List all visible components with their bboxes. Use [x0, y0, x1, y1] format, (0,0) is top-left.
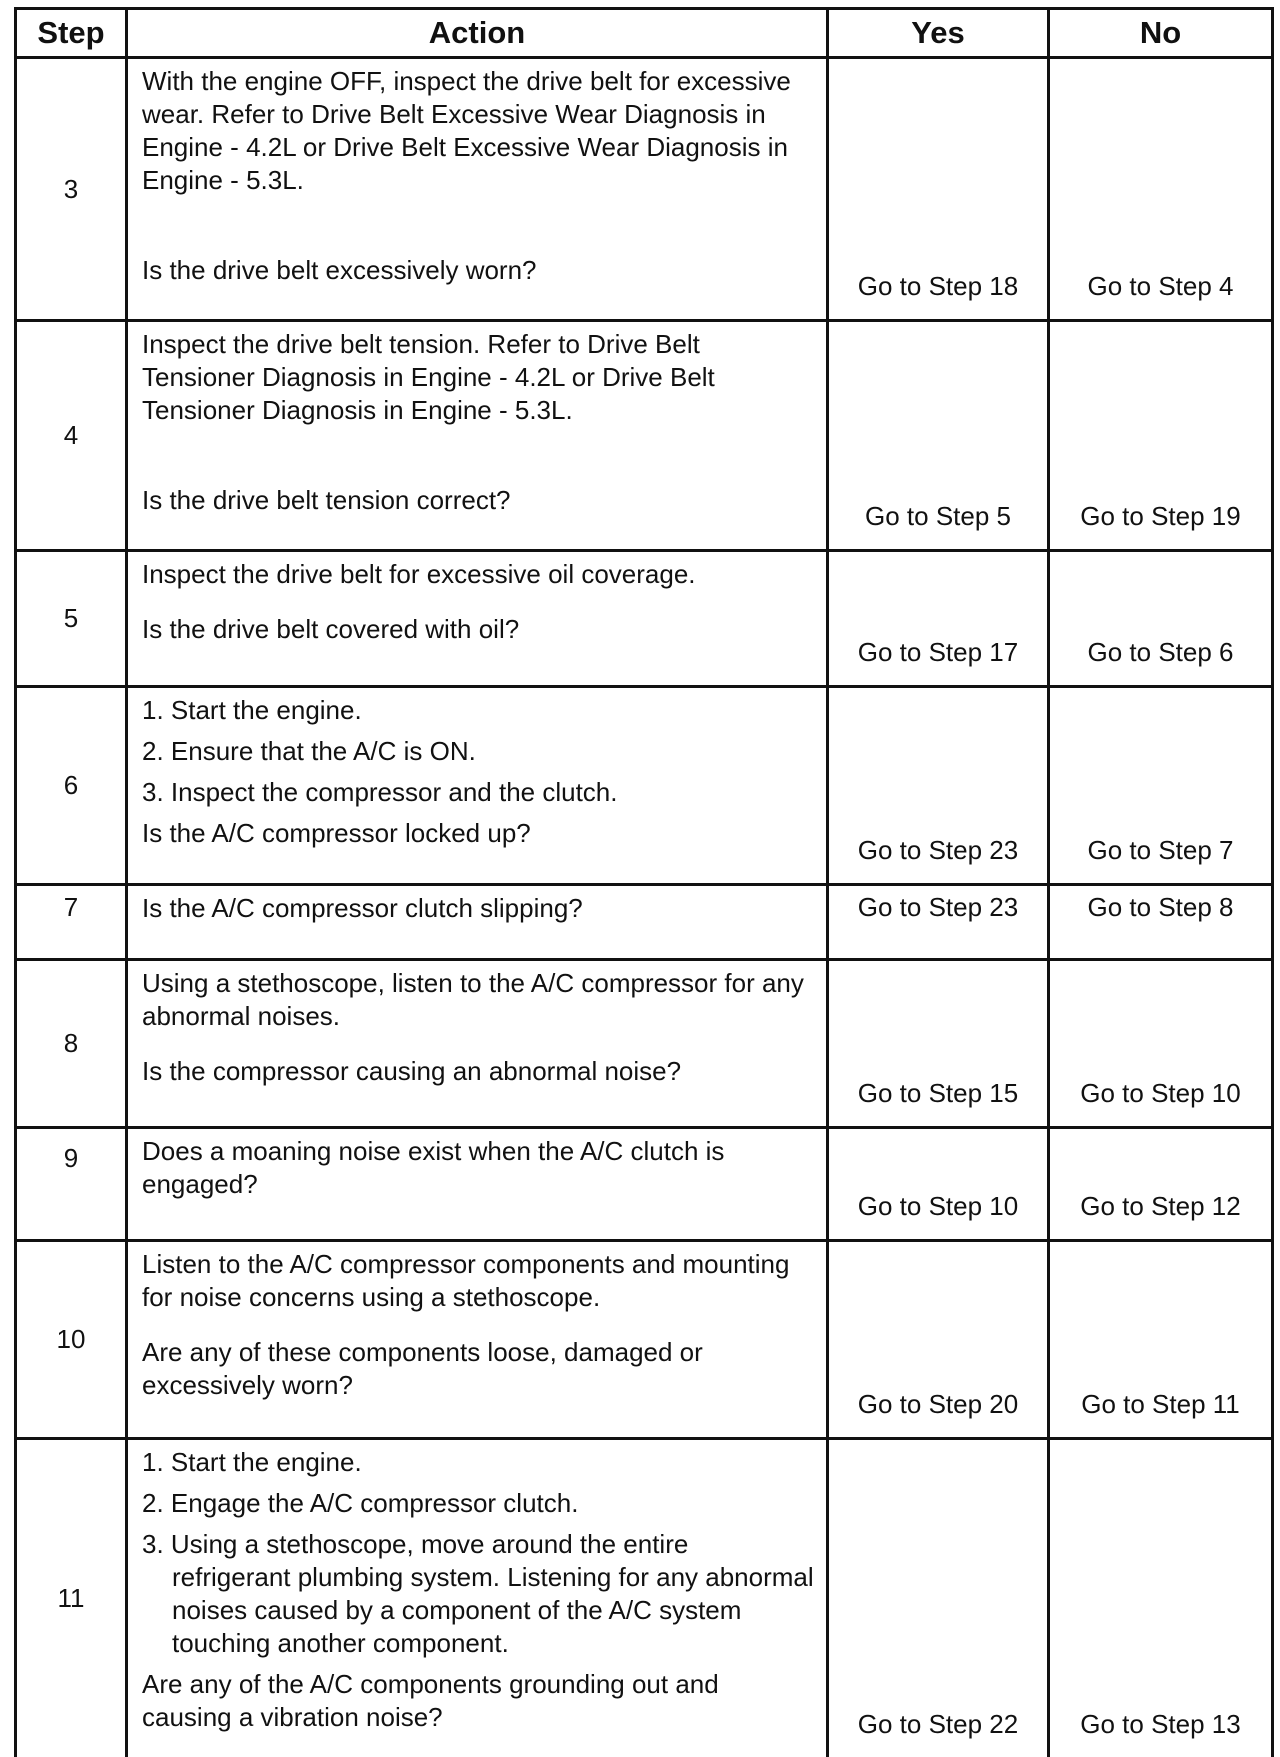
- action-cell: [127, 960, 828, 1128]
- header-step: Step: [16, 9, 127, 58]
- yes-result: Go to Step 5: [828, 321, 1049, 551]
- action-cell: [127, 687, 828, 885]
- action-question: Is the drive belt excessively worn?: [142, 254, 814, 287]
- action-question: Is the A/C compressor locked up?: [142, 817, 814, 850]
- step-number: 8: [16, 960, 127, 1128]
- table-row: [16, 321, 1273, 551]
- table-row: [16, 885, 1273, 960]
- step-number: 3: [16, 58, 127, 321]
- header-no: No: [1049, 9, 1273, 58]
- table-row: [16, 1128, 1273, 1241]
- table-row: [16, 1241, 1273, 1439]
- action-instruction: Inspect the drive belt for excessive oil coverage.: [142, 558, 814, 591]
- yes-result: Go to Step 15: [828, 960, 1049, 1128]
- no-result: Go to Step 10: [1049, 960, 1273, 1128]
- action-question: Are any of the A/C components grounding out and causing a vibration noise?: [142, 1668, 814, 1734]
- step-number: 7: [16, 885, 127, 960]
- header-yes: Yes: [828, 9, 1049, 58]
- yes-result: Go to Step 23: [828, 885, 1049, 960]
- action-question: Is the drive belt covered with oil?: [142, 613, 814, 646]
- no-result: Go to Step 8: [1049, 885, 1273, 960]
- table-header-row: [16, 9, 1273, 58]
- table-row: [16, 687, 1273, 885]
- yes-result: Go to Step 18: [828, 58, 1049, 321]
- action-list-item: 1. Start the engine.: [142, 694, 814, 727]
- no-result: Go to Step 11: [1049, 1241, 1273, 1439]
- no-result: Go to Step 13: [1049, 1439, 1273, 1757]
- action-question: Are any of these components loose, damaged or excessively worn?: [142, 1336, 814, 1402]
- no-result: Go to Step 7: [1049, 687, 1273, 885]
- step-number: 9: [16, 1128, 127, 1241]
- action-cell: [127, 885, 828, 960]
- action-cell: [127, 321, 828, 551]
- action-cell: [127, 1241, 828, 1439]
- action-instruction: Listen to the A/C compressor components and mounting for noise concerns using a stethoscope.: [142, 1248, 814, 1314]
- step-number: 5: [16, 551, 127, 687]
- action-question: Is the A/C compressor clutch slipping?: [142, 892, 814, 925]
- action-instruction: Using a stethoscope, listen to the A/C compressor for any abnormal noises.: [142, 967, 814, 1033]
- action-list-item: 1. Start the engine.: [142, 1446, 814, 1479]
- action-list-item: 2. Engage the A/C compressor clutch.: [142, 1487, 814, 1520]
- yes-result: Go to Step 20: [828, 1241, 1049, 1439]
- yes-result: Go to Step 22: [828, 1439, 1049, 1757]
- no-result: Go to Step 12: [1049, 1128, 1273, 1241]
- action-list-item: 3. Inspect the compressor and the clutch.: [142, 776, 814, 809]
- yes-result: Go to Step 10: [828, 1128, 1049, 1241]
- table-row: [16, 551, 1273, 687]
- action-instruction: Inspect the drive belt tension. Refer to Drive Belt Tensioner Diagnosis in Engine - 4.2L or Drive Belt Tensioner Diagnosis in Engine - 5.3L.: [142, 328, 814, 427]
- step-number: 4: [16, 321, 127, 551]
- action-instruction: With the engine OFF, inspect the drive belt for excessive wear. Refer to Drive Belt Excessive Wear Diagnosis in Engine - 4.2L or Drive Belt Excessive Wear Diagnosis in Engine - 5.3L.: [142, 65, 814, 197]
- diagnostic-table: [14, 7, 1274, 1757]
- no-result: Go to Step 4: [1049, 58, 1273, 321]
- table-row: [16, 960, 1273, 1128]
- no-result: Go to Step 19: [1049, 321, 1273, 551]
- step-number: 11: [16, 1439, 127, 1757]
- step-number: 6: [16, 687, 127, 885]
- yes-result: Go to Step 23: [828, 687, 1049, 885]
- action-cell: [127, 1128, 828, 1241]
- action-cell: [127, 1439, 828, 1757]
- action-list-item: 2. Ensure that the A/C is ON.: [142, 735, 814, 768]
- action-question: Does a moaning noise exist when the A/C clutch is engaged?: [142, 1135, 814, 1201]
- action-question: Is the compressor causing an abnormal noise?: [142, 1055, 814, 1088]
- yes-result: Go to Step 17: [828, 551, 1049, 687]
- no-result: Go to Step 6: [1049, 551, 1273, 687]
- action-list-item: 3. Using a stethoscope, move around the entire refrigerant plumbing system. Listening for any abnormal noises caused by a component of the A/C system touching another component.: [142, 1528, 814, 1660]
- table-row: [16, 1439, 1273, 1757]
- step-number: 10: [16, 1241, 127, 1439]
- action-cell: [127, 58, 828, 321]
- table-row: [16, 58, 1273, 321]
- action-question: Is the drive belt tension correct?: [142, 484, 814, 517]
- header-action: Action: [127, 9, 828, 58]
- action-cell: [127, 551, 828, 687]
